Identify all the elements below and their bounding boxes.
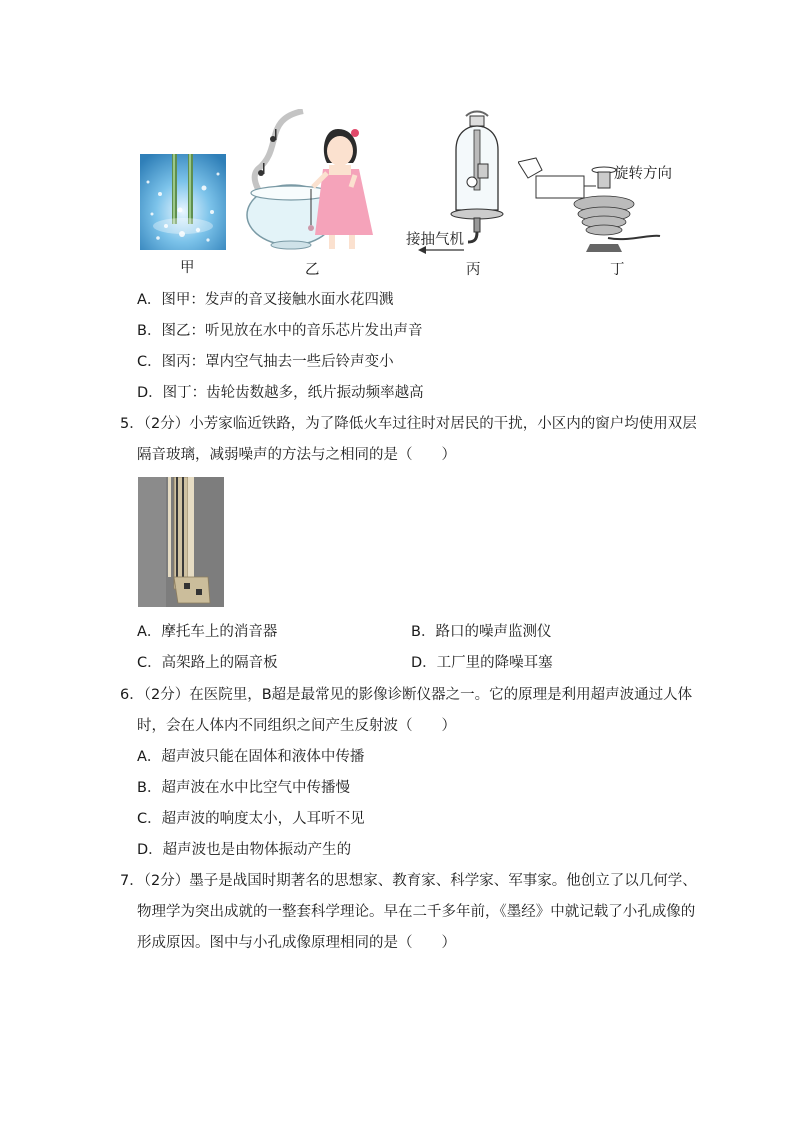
q5-option-a: A．摩托车上的消音器 (137, 624, 278, 640)
q4-option-b: B．图乙：听见放在水中的音乐芯片发出声音 (137, 323, 423, 339)
tuning-fork-water-image (140, 154, 226, 250)
window-frame-image (138, 477, 224, 607)
caption-jia: 甲 (180, 260, 195, 276)
q4-option-c: C．图丙：罩内空气抽去一些后铃声变小 (137, 354, 394, 370)
q6-option-b: B．超声波在水中比空气中传播慢 (137, 780, 350, 796)
q4-option-a: A．图甲：发声的音叉接触水面水花四溅 (137, 292, 394, 308)
q6-option-d: D．超声波也是由物体振动产生的 (137, 842, 352, 858)
girl-fishbowl-image (243, 109, 381, 251)
label-rotation-direction: 旋转方向 (614, 166, 672, 182)
q5-option-b: B．路口的噪声监测仪 (411, 624, 552, 640)
q6-stem-line1: 6．（2分）在医院里，B超是最常见的影像诊断仪器之一。它的原理是利用超声波通过人体 (120, 687, 693, 703)
q5-stem-line2: 隔音玻璃，减弱噪声的方法与之相同的是（ ） (137, 447, 456, 463)
q7-stem-line1: 7．（2分）墨子是战国时期著名的思想家、教育家、科学家、军事家。他创立了以几何学、 (120, 873, 697, 889)
q6-option-c: C．超声波的响度太小，人耳听不见 (137, 811, 365, 827)
q7-stem-line3: 形成原因。图中与小孔成像原理相同的是（ ） (137, 935, 456, 951)
figure-jia (140, 154, 226, 250)
q4-option-d: D．图丁：齿轮齿数越多，纸片振动频率越高 (137, 385, 424, 401)
caption-bing: 丙 (466, 262, 481, 278)
caption-ding: 丁 (610, 262, 625, 278)
q6-stem-line2: 时，会在人体内不同组织之间产生反射波（ ） (137, 718, 456, 734)
label-vacuum-pump: 接抽气机 (406, 232, 464, 248)
figure-double-glazed-window (138, 477, 224, 607)
q5-option-d: D．工厂里的降噪耳塞 (411, 655, 553, 671)
q5-stem-line1: 5．（2分）小芳家临近铁路，为了降低火车过往时对居民的干扰，小区内的窗户均使用双层 (120, 416, 697, 432)
q7-stem-line2: 物理学为突出成就的一整套科学理论。早在二千多年前，《墨经》中就记载了小孔成像的 (137, 904, 696, 920)
arrow-left-icon (416, 244, 466, 256)
q6-option-a: A．超声波只能在固体和液体中传播 (137, 749, 365, 765)
caption-yi: 乙 (305, 262, 320, 278)
figure-yi (243, 109, 381, 251)
q5-option-c: C．高架路上的隔音板 (137, 655, 278, 671)
